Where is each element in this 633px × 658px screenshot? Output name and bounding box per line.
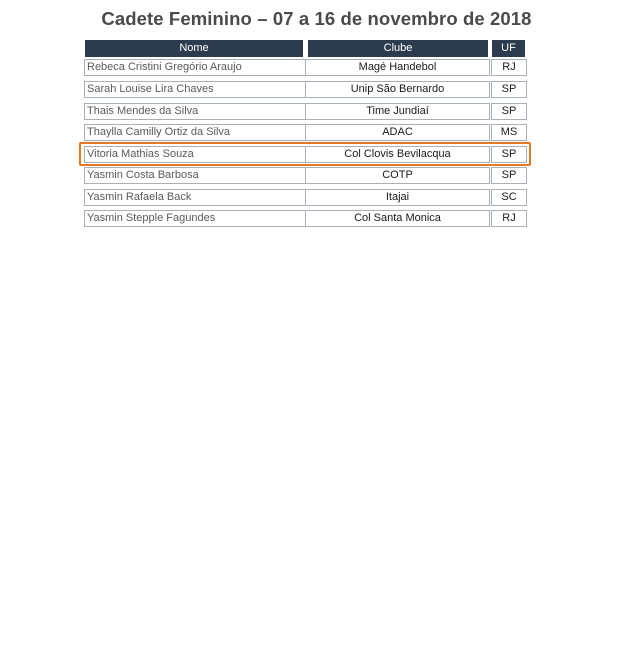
column-header-nome: Nome [85, 40, 303, 57]
cell-nome: Sarah Louise Lira Chaves [84, 81, 306, 98]
column-header-clube: Clube [308, 40, 488, 57]
cell-nome: Rebeca Cristini Gregório Araujo [84, 59, 306, 76]
cell-nome: Vitoria Mathias Souza [84, 146, 306, 163]
column-header-uf: UF [492, 40, 525, 57]
table-row [84, 103, 526, 119]
table-row [84, 189, 526, 205]
table-row [84, 59, 526, 75]
cell-nome: Yasmin Rafaela Back [84, 189, 306, 206]
cell-clube: Col Santa Monica [305, 210, 490, 227]
table-row [84, 81, 526, 97]
cell-uf: MS [491, 124, 527, 141]
row-highlight [79, 142, 531, 166]
cell-clube: Time Jundiaí [305, 103, 490, 120]
cell-uf: SP [491, 167, 527, 184]
page-title: Cadete Feminino – 07 a 16 de novembro de 2018 [101, 8, 532, 29]
cell-uf: RJ [491, 210, 527, 227]
cell-nome: Yasmin Costa Barbosa [84, 167, 306, 184]
cell-uf: SC [491, 189, 527, 206]
table-row [84, 210, 526, 226]
cell-clube: ADAC [305, 124, 490, 141]
table-row [84, 167, 526, 183]
cell-uf: SP [491, 103, 527, 120]
table-row [84, 124, 526, 140]
cell-clube: Magé Handebol [305, 59, 490, 76]
cell-clube: Col Clovis Bevilacqua [305, 146, 490, 163]
cell-uf: SP [491, 81, 527, 98]
cell-uf: SP [491, 146, 527, 163]
cell-nome: Yasmin Stepple Fagundes [84, 210, 306, 227]
cell-nome: Thaylla Camilly Ortiz da Silva [84, 124, 306, 141]
cell-clube: COTP [305, 167, 490, 184]
cell-nome: Thais Mendes da Silva [84, 103, 306, 120]
cell-clube: Unip São Bernardo [305, 81, 490, 98]
cell-uf: RJ [491, 59, 527, 76]
cell-clube: Itajai [305, 189, 490, 206]
